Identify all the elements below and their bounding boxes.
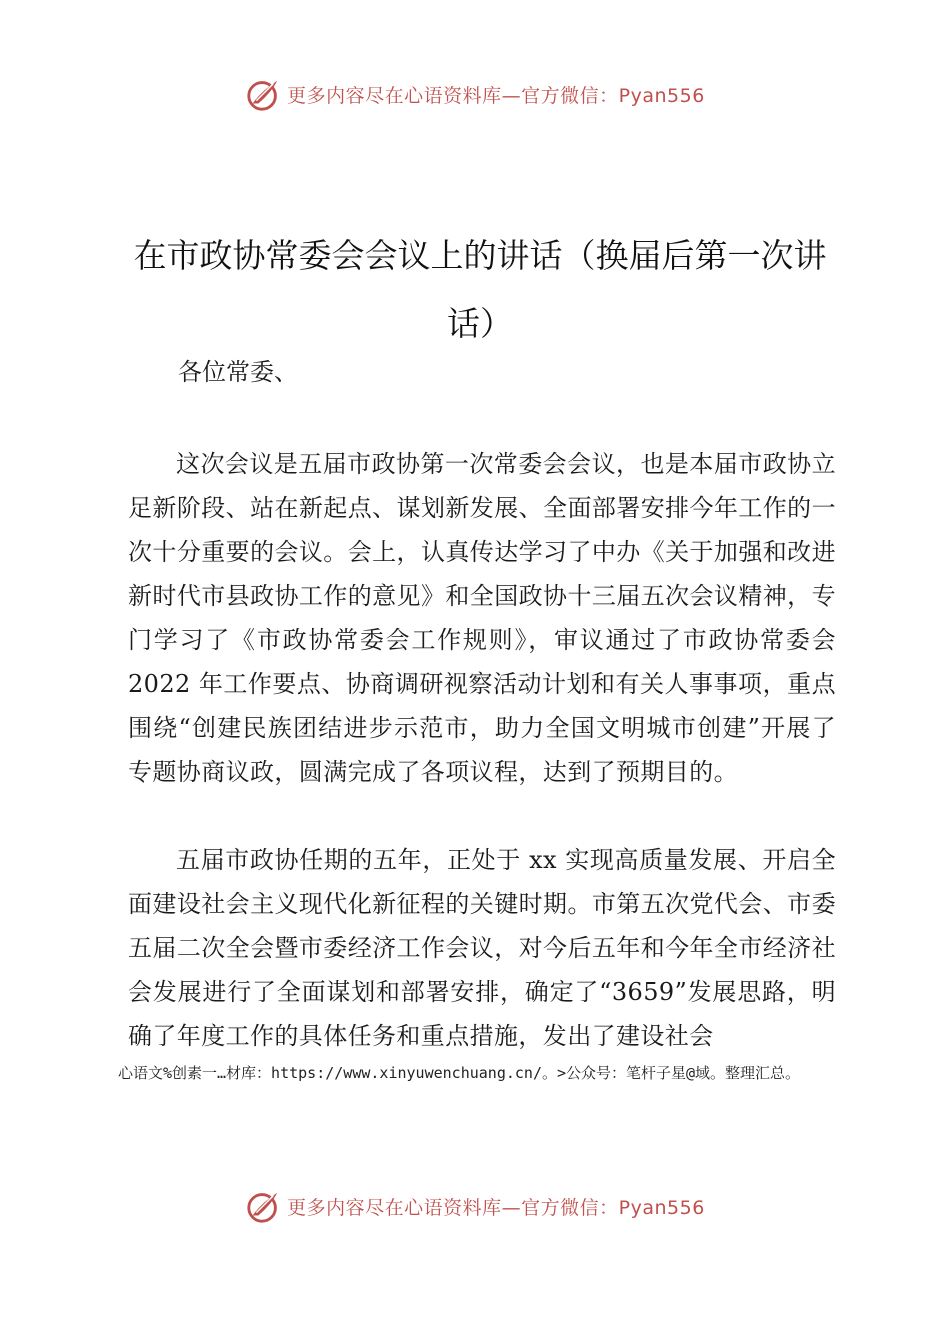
source-footer-note: 心语文%创素一…材库：https://www.xinyuwenchuang.cn/。>公众号：笔杆子星@域。整理汇总。 (118, 1064, 801, 1082)
header-banner (0, 74, 950, 114)
salutation: 各位常委、 (178, 358, 298, 386)
paragraph-2: 五届市政协任期的五年，正处于 xx 实现高质量发展、开启全面建设社会主义现代化新征程的关键时期。市第五次党代会、市委五届二次全会暨市委经济工作会议，对今后五年和今年全市经济社会发展进行了全面谋划和部署安排，确定了“3659”发展思路，明确了年度工作的具体任务和重点措施，发出了建设社会 (128, 846, 836, 1050)
footer-banner (0, 1186, 950, 1226)
banner-text: 更多内容尽在心语资料库—官方微信：Pyan556 (287, 84, 705, 107)
quill-logo-icon (245, 75, 283, 113)
banner-text: 更多内容尽在心语资料库—官方微信：Pyan556 (287, 1196, 705, 1219)
quill-logo-icon (245, 1187, 283, 1225)
document-title: 在市政协常委会会议上的讲话（换届后第一次讲话） (133, 236, 827, 343)
paragraph-1: 这次会议是五届市政协第一次常委会会议，也是本届市政协立足新阶段、站在新起点、谋划新发展、全面部署安排今年工作的一次十分重要的会议。会上，认真传达学习了中办《关于加强和改进新时代市县政协工作的意见》和全国政协十三届五次会议精神，专门学习了《市政协常委会工作规则》，审议通过了市政协常委会 2022 年工作要点、协商调研视察活动计划和有关人事事项，重点围绕“创建民族团结进步示范市，助力全国文明城市创建”开展了专题协商议政，圆满完成了各项议程，达到了预期目的。 (128, 450, 836, 786)
